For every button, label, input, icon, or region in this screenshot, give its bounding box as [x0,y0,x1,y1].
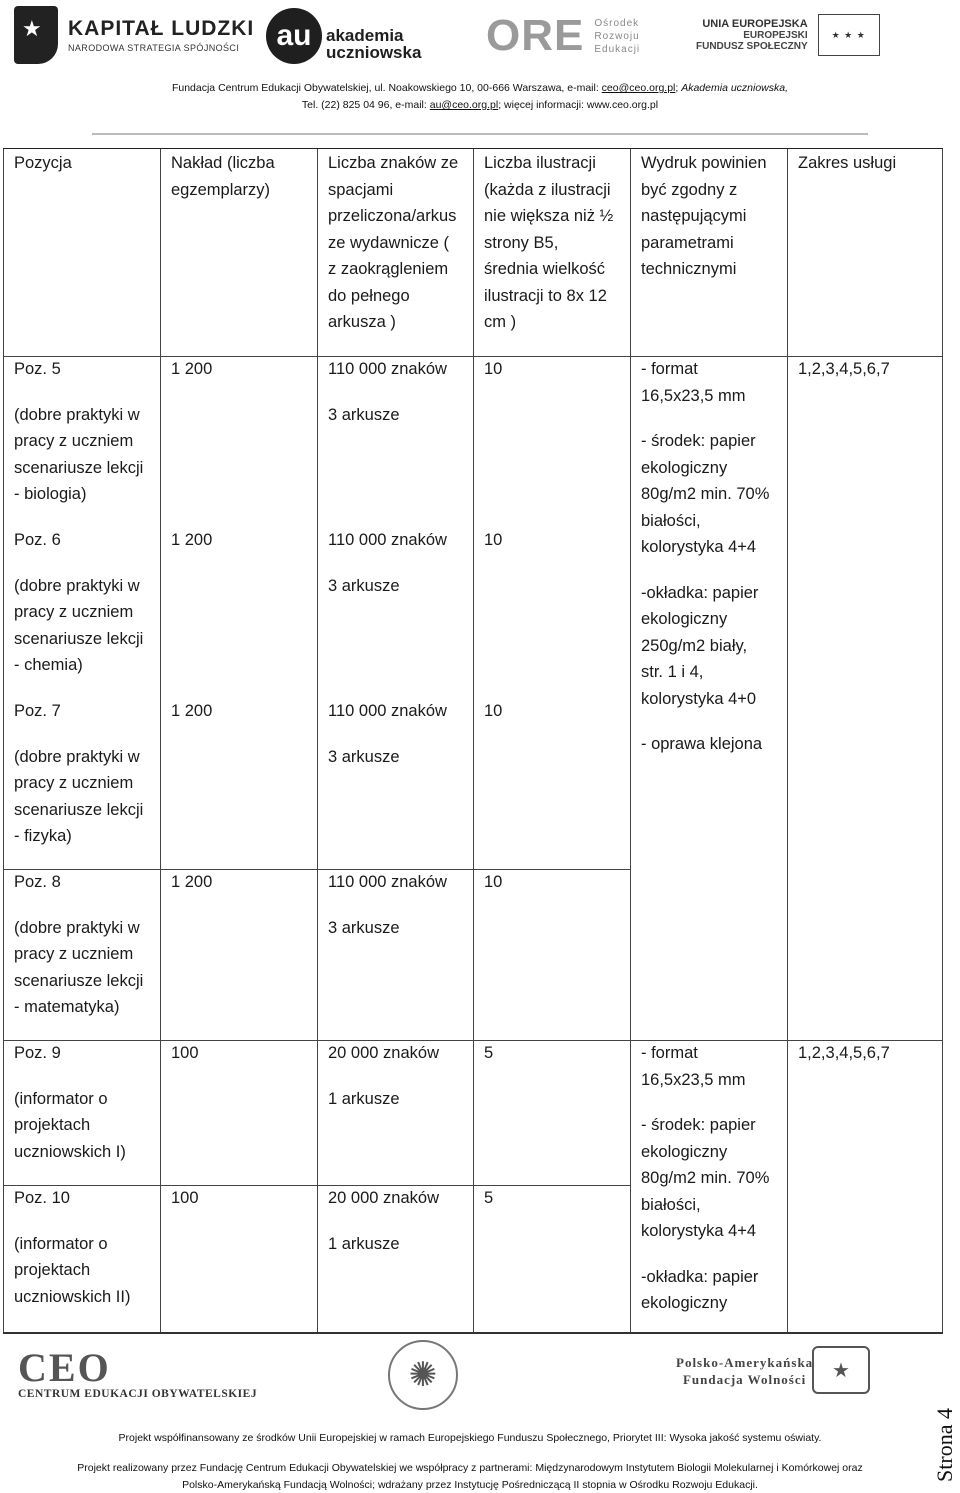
spec-text: kolorystyka 4+4 [641,1222,757,1240]
header-text: Nakład (liczba [171,154,275,172]
ceo-email-link[interactable]: ceo@ceo.org.pl [601,82,676,94]
specification-table [3,148,943,1334]
spec-text: -okładka: papier [641,583,759,602]
header-text: średnia wielkość [484,260,606,278]
spec-text: ekologiczny [641,1142,728,1161]
position-desc: - matematyka) [14,998,120,1016]
position-desc: pracy z uczniem [14,945,134,963]
spec-text: str. 1 i 4, [641,663,704,681]
naklad-value: 1 200 [171,531,213,549]
arkusze-value: 1 arkusze [328,1089,400,1108]
row-poz6-pozycja [14,527,143,679]
spec-text: 16,5x23,5 mm [641,1070,746,1089]
ceo-logo [18,1345,258,1400]
row-poz9-naklad [171,1040,199,1067]
kapital-ludzki-title: KAPITAŁ LUDZKI [68,17,255,40]
position-desc: (dobre praktyki w [14,576,140,595]
spec-text: kolorystyka 4+0 [641,689,757,708]
header-text: z zaokrągleniem [328,260,449,278]
row-poz8-znaki [328,869,447,941]
header-text: ze wydawnicze ( [328,233,450,252]
znaki-value: 110 000 znaków [328,531,447,549]
au-email-link[interactable]: au@ceo.org.pl [429,99,499,111]
header-text: następującymi [641,207,747,225]
header-text: egzemplarzy) [171,180,271,199]
address-text: Fundacja Centrum Edukacji Obywatelskiej, ul. Noakowskiego 10, 00-666 Warszawa, e-mail: [171,82,602,94]
spec-text: - oprawa klejona [641,735,763,753]
spec-text: 250g/m2 biały, [641,636,748,655]
row-poz8-ilustracje [484,869,502,896]
position-label: Poz. 10 [14,1189,70,1207]
ilustracje-value: 10 [484,873,503,891]
row-poz7-ilustracje [484,698,502,725]
table-border-left [3,149,4,1332]
position-desc: - fizyka) [14,827,72,845]
position-desc: (dobre praktyki w [14,747,140,766]
group1-wydruk [641,356,769,758]
znaki-value: 20 000 znaków [328,1044,439,1062]
spec-text: -okładka: papier [641,1267,759,1286]
spec-text: kolorystyka 4+4 [641,538,757,556]
position-desc: pracy z uczniem [14,603,134,621]
header-text: Pozycja [14,154,72,172]
ilustracje-value: 5 [484,1189,494,1207]
position-label: Poz. 8 [14,873,61,891]
address-line-1 [0,82,960,94]
naklad-value: 1 200 [171,873,213,891]
position-desc: (dobre praktyki w [14,405,140,424]
header-logos [0,0,960,78]
position-desc: scenariusze lekcji [14,800,144,819]
spec-text: 80g/m2 min. 70% [641,1169,770,1187]
naklad-value: 100 [171,1189,199,1207]
address-akademia: Akademia uczniowska, [681,82,789,94]
eu-flag-icon: ★ ★ ★ [818,14,880,56]
kapital-ludzki-subtitle: NARODOWA STRATEGIA SPÓJNOŚCI [68,43,240,53]
header-wydruk [641,150,767,283]
more-info-text: ; więcej informacji: www.ceo.org.pl [498,99,659,111]
page-number [932,1400,958,1490]
ore-mark: ORE [486,11,585,60]
page-number-text: Strona 4 [932,1408,957,1482]
znaki-value: 110 000 znaków [328,873,447,891]
pafw-line2: Fundacja Wolności [682,1372,807,1387]
table-border-right [942,149,943,1332]
ceo-name: CENTRUM EDUKACJI OBYWATELSKIEJ [18,1388,258,1400]
col-divider [630,149,631,1332]
header-text: Liczba znaków ze [328,154,459,172]
address-sep: ; [675,82,682,94]
header-text: spacjami [328,180,394,199]
ue-line1: UNIA EUROPEJSKA [702,18,808,30]
ceo-mark: CEO [18,1345,111,1390]
zakres-value: 1,2,3,4,5,6,7 [798,360,890,378]
position-desc: scenariusze lekcji [14,629,144,648]
header-text: arkusza ) [328,313,396,331]
header-text: strony B5, [484,233,559,252]
position-desc: projektach [14,1116,91,1134]
row-poz5-znaki [328,356,447,428]
row-poz5-naklad [171,356,212,383]
position-desc: uczniowskich II) [14,1287,131,1306]
header-text: cm ) [484,313,517,331]
arkusze-value: 3 arkusze [328,918,400,937]
header-text: Zakres usługi [798,154,897,172]
ilustracje-value: 10 [484,702,503,720]
arkusze-value: 3 arkusze [328,405,400,424]
zakres-value: 1,2,3,4,5,6,7 [798,1044,890,1062]
row-poz8-pozycja [14,869,143,1021]
header-text: Wydruk powinien [641,154,767,172]
arkusze-value: 1 arkusze [328,1234,400,1253]
group1-zakres [798,356,890,383]
row-poz5-ilustracje [484,356,502,383]
position-desc: - chemia) [14,656,83,674]
position-desc: scenariusze lekcji [14,971,144,990]
ore-logo [486,11,641,60]
header-naklad [171,150,275,203]
phone-text: Tel. (22) 825 04 96, e-mail: [301,99,430,111]
row-poz5-pozycja [14,356,143,508]
header-text: Liczba ilustracji [484,154,596,172]
group2-wydruk [641,1040,769,1317]
spec-text: - środek: papier [641,1116,756,1134]
row-poz10-ilustracje [484,1185,493,1212]
akademia-uczniowska-logo [266,8,421,64]
spec-text: 16,5x23,5 mm [641,386,746,405]
row-poz10-znaki [328,1185,439,1257]
naklad-value: 1 200 [171,702,213,720]
position-desc: - biologia) [14,485,87,503]
pafw-flag-icon: ★ [812,1346,870,1394]
implementation-note: Projekt realizowany przez Fundację Centrum Edukacji Obywatelskiej we współpracy z partnerami: Międzynarodowym Instytutem Biologii Molekularnej i Komórkowej oraz [77,1462,863,1474]
header-ilustracje [484,150,613,336]
address-line-2 [0,99,960,111]
row-poz9-znaki [328,1040,439,1112]
kapital-ludzki-emblem-icon [14,6,58,64]
position-desc: pracy z uczniem [14,432,134,450]
row-poz7-znaki [328,698,447,770]
position-desc: (informator o [14,1089,108,1108]
header-zakres [798,150,896,177]
header-text: (każda z ilustracji [484,180,611,199]
pafw-logo [676,1354,813,1388]
znaki-value: 20 000 znaków [328,1189,439,1207]
ue-line3: FUNDUSZ SPOŁECZNY [696,41,808,52]
row-poz6-znaki [328,527,447,599]
ore-line2: Rozwoju [594,30,640,42]
spec-text: białości, [641,511,701,530]
position-desc: pracy z uczniem [14,774,134,792]
au-circle-icon: au [266,8,322,64]
position-label: Poz. 6 [14,531,61,549]
ue-line2: EUROPEJSKI [743,30,808,41]
col-divider [160,149,161,1332]
row-poz10-pozycja [14,1185,130,1310]
naklad-value: 100 [171,1044,199,1062]
position-desc: (informator o [14,1234,108,1253]
header-divider [92,133,868,135]
spec-text: - format [641,1044,698,1062]
spec-text: - środek: papier [641,432,756,450]
row-poz8-naklad [171,869,212,896]
spec-text: białości, [641,1195,701,1214]
row-poz6-naklad [171,527,212,554]
ore-line1: Ośrodek [594,17,640,29]
header-text: przeliczona/arkus [328,207,457,225]
header-text: do pełnego [328,286,410,305]
col-divider [787,149,788,1332]
uczniowska-word: uczniowska [326,43,422,62]
header-znaki [328,150,458,336]
header-text: technicznymi [641,260,737,278]
cofinancing-note: Projekt współfinansowany ze środków Unii Europejskiej w ramach Europejskiego Funduszu Społecznego, Priorytet III: Wysoka jakość systemu oświaty. [118,1432,822,1444]
header-text: być zgodny z [641,180,738,199]
group2-zakres [798,1040,890,1067]
position-label: Poz. 9 [14,1044,61,1062]
kapital-ludzki-logo [14,6,254,64]
akademia-word: akademia [326,26,404,45]
implementation-note-cont: Polsko-Amerykańską Fundacją Wolności; wdrażany przez Instytucję Pośredniczącą II stopnia w Ośrodku Rozwoju Edukacji. [182,1479,758,1491]
position-desc: projektach [14,1261,91,1279]
znaki-value: 110 000 znaków [328,702,447,720]
ue-logo [696,14,880,56]
row-poz7-pozycja [14,698,143,850]
row-poz9-pozycja [14,1040,126,1165]
position-desc: (dobre praktyki w [14,918,140,937]
header-text: ilustracji to 8x 12 [484,286,607,305]
position-label: Poz. 7 [14,702,61,720]
position-desc: uczniowskich I) [14,1142,126,1161]
header-text: parametrami [641,233,734,252]
ilustracje-value: 10 [484,360,503,378]
arkusze-value: 3 arkusze [328,747,400,766]
header-text: nie większa niż ½ [484,207,614,225]
row-poz9-ilustracje [484,1040,493,1067]
ilustracje-value: 10 [484,531,503,549]
row-poz7-naklad [171,698,212,725]
iimcb-seal-icon: ✺ [388,1340,458,1410]
row-poz6-ilustracje [484,527,502,554]
arkusze-value: 3 arkusze [328,576,400,595]
header-pozycja [14,150,72,177]
spec-text: 80g/m2 min. 70% [641,485,770,503]
ilustracje-value: 5 [484,1044,494,1062]
col-divider [317,149,318,1332]
pafw-line1: Polsko-Amerykańska [676,1355,814,1370]
naklad-value: 1 200 [171,360,213,378]
znaki-value: 110 000 znaków [328,360,447,378]
spec-text: ekologiczny [641,610,728,628]
footer-logos [0,1340,960,1410]
spec-text: - format [641,360,698,378]
ore-line3: Edukacji [594,43,641,55]
position-desc: scenariusze lekcji [14,458,144,477]
col-divider [473,149,474,1332]
position-label: Poz. 5 [14,360,61,378]
row-poz10-naklad [171,1185,199,1212]
spec-text: ekologiczny [641,458,728,477]
spec-text: ekologiczny [641,1294,728,1312]
